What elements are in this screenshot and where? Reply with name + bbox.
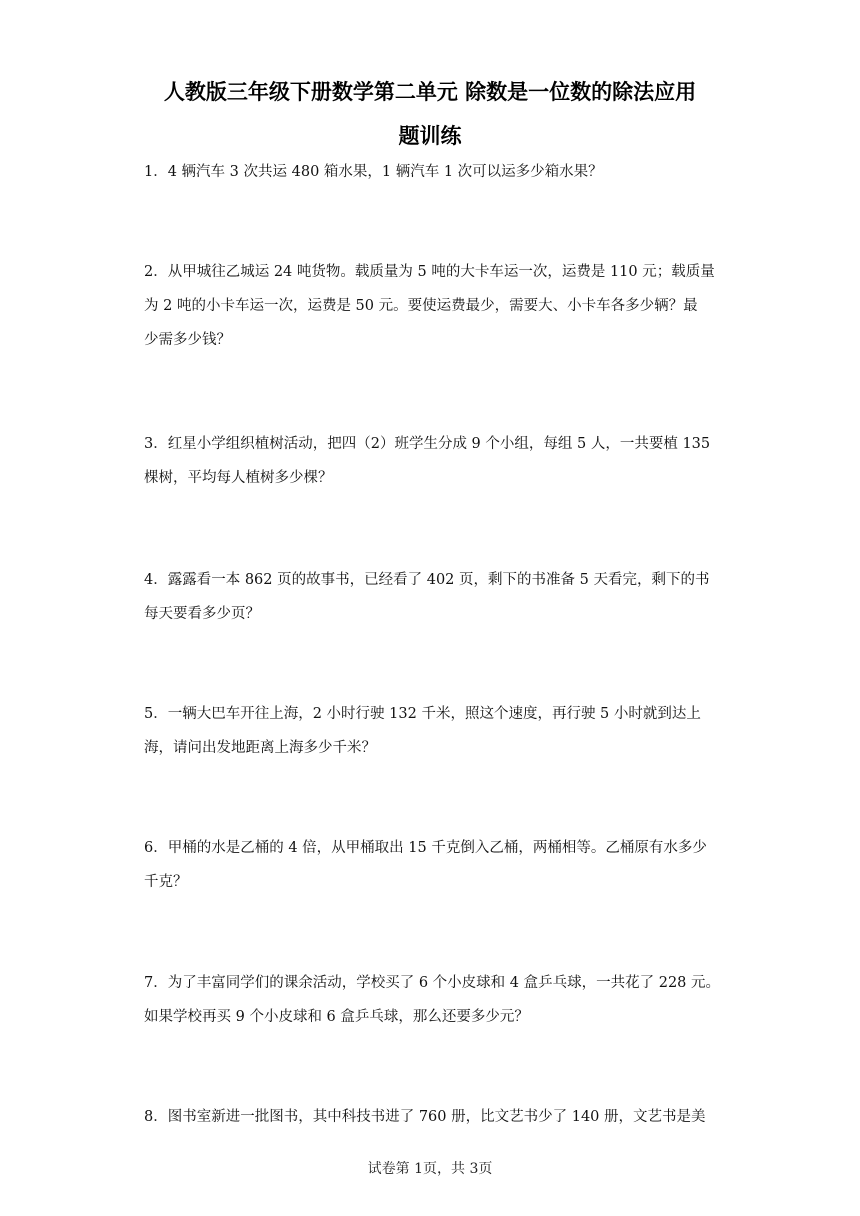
question-4-line-1: 4．露露看一本 862 页的故事书，已经看了 402 页，剩下的书准备 5 天看完，剩下的书	[144, 572, 710, 588]
question-6-line-2: 千克？	[144, 874, 188, 890]
question-3	[144, 427, 724, 495]
question-5-line-2: 海，请问出发地距离上海多少千米？	[144, 740, 376, 756]
question-8	[144, 1100, 724, 1134]
question-2-line-3: 少需多少钱？	[144, 332, 231, 348]
question-2-line-2: 为 2 吨的小卡车运一次，运费是 50 元。要使运费最少，需要大、小卡车各多少辆？最	[144, 298, 698, 314]
question-7-line-1: 7．为了丰富同学们的课余活动，学校买了 6 个小皮球和 4 盒乒乓球，一共花了 228 元。	[144, 975, 721, 991]
question-1-line-1: 1．4 辆汽车 3 次共运 480 箱水果，1 辆汽车 1 次可以运多少箱水果？	[144, 164, 603, 180]
question-2	[144, 255, 724, 357]
question-4	[144, 563, 724, 631]
question-8-line-1: 8．图书室新进一批图书，其中科技书进了 760 册，比文艺书少了 140 册，文艺书是美	[144, 1109, 706, 1125]
question-2-line-1: 2．从甲城往乙城运 24 吨货物。载质量为 5 吨的大卡车运一次，运费是 110 元；载质量	[144, 264, 715, 280]
question-3-line-2: 棵树，平均每人植树多少棵？	[144, 470, 333, 486]
question-6-line-1: 6．甲桶的水是乙桶的 4 倍，从甲桶取出 15 千克倒入乙桶，两桶相等。乙桶原有水多少	[144, 840, 707, 856]
page-title-line-1: 人教版三年级下册数学第二单元 除数是一位数的除法应用	[163, 80, 697, 104]
question-7	[144, 966, 724, 1034]
question-5-line-1: 5．一辆大巴车开往上海，2 小时行驶 132 千米，照这个速度，再行驶 5 小时就到达上	[144, 706, 701, 722]
page-title-line-2: 题训练	[398, 124, 462, 148]
question-1	[144, 155, 724, 189]
question-4-line-2: 每天要看多少页？	[144, 606, 260, 622]
page-footer: 试卷第 1页，共 3页	[367, 1161, 493, 1177]
question-7-line-2: 如果学校再买 9 个小皮球和 6 盒乒乓球，那么还要多少元？	[144, 1009, 529, 1025]
question-3-line-1: 3．红星小学组织植树活动，把四（2）班学生分成 9 个小组，每组 5 人，一共要植 135	[144, 436, 711, 452]
question-5	[144, 697, 724, 765]
question-6	[144, 831, 724, 899]
